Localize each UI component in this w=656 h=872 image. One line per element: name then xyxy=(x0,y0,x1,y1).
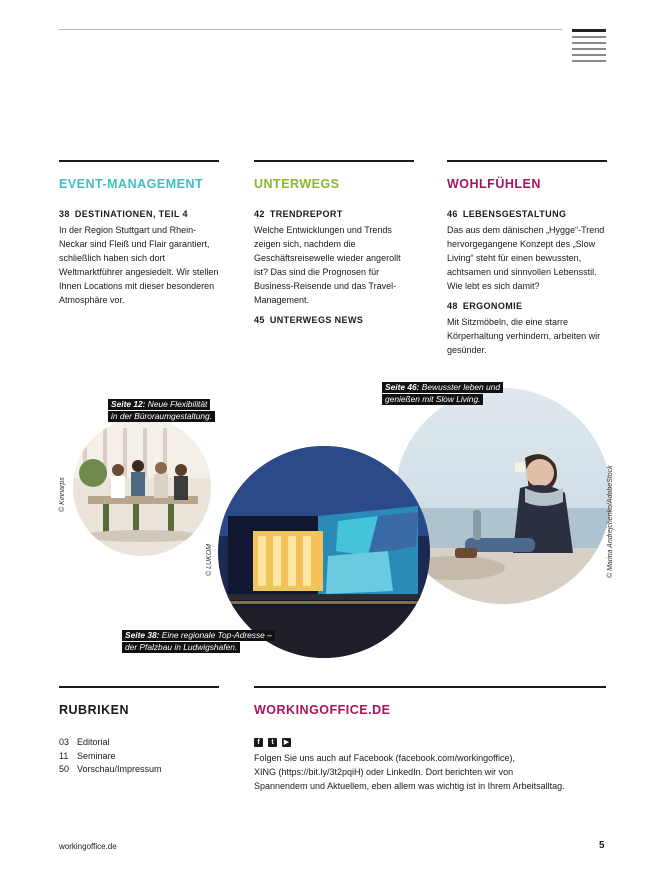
toc-page-number: 42 xyxy=(254,209,265,219)
photo-credit-lukom: © LUKOM xyxy=(206,544,213,576)
section-title-event: EVENT-MANAGEMENT xyxy=(59,177,204,191)
toc-entry[interactable] xyxy=(447,301,607,357)
toc-teaser: In der Region Stuttgart und Rhein-Neckar sind Fleiß und Flair garantiert, schließlich haben sich dort Weltmarktführer angesiedelt. Wir stellen Ihnen Locations mit dieser besonderen Atmosphäre vor. xyxy=(59,225,219,305)
rubriken-item[interactable]: 03 Editorial xyxy=(59,737,110,747)
website-title[interactable]: WORKINGOFFICE.DE xyxy=(254,703,391,717)
toc-page-number: 45 xyxy=(254,315,265,325)
toc-teaser: Mit Sitzmöbeln, die eine starre Körperhaltung verhindern, arbeiten wir gesünder. xyxy=(447,317,601,355)
section-title-wohlfuehlen: WOHLFÜHLEN xyxy=(447,177,541,191)
caption-seite-38-line2: der Pfalzbau in Ludwigshafen. xyxy=(122,642,240,653)
section-title-unterwegs: UNTERWEGS xyxy=(254,177,340,191)
rubriken-list xyxy=(59,736,162,777)
column-rule xyxy=(59,160,219,162)
rubriken-item[interactable]: 11 Seminare xyxy=(59,750,116,761)
toc-heading: DESTINATIONEN, TEIL 4 xyxy=(74,209,188,219)
toc-heading: LEBENSGESTALTUNG xyxy=(462,209,567,219)
twitter-icon[interactable]: t xyxy=(268,738,277,747)
toc-heading: ERGONOMIE xyxy=(462,301,523,311)
toc-heading: TRENDREPORT xyxy=(269,209,343,219)
website-rule xyxy=(254,686,606,688)
menu-icon[interactable] xyxy=(572,29,606,65)
office-meeting-photo[interactable] xyxy=(73,418,211,556)
toc-entry[interactable] xyxy=(59,209,219,307)
facebook-icon[interactable]: f xyxy=(254,738,263,747)
pfalzbau-building-photo[interactable] xyxy=(218,446,430,658)
header-rule xyxy=(59,29,562,30)
toc-page-number: 38 xyxy=(59,209,70,219)
toc-entry[interactable] xyxy=(254,209,414,307)
social-icons xyxy=(254,738,291,747)
toc-teaser: Welche Entwicklungen und Trends zeigen sich, nachdem die Geschäftsreisewelle wieder angerollt ist? Das sind die Prognosen für Business-Reisende und das Travel-Management. xyxy=(254,225,401,305)
social-follow-text: Folgen Sie uns auch auf Facebook (facebook.com/workingoffice), XING (https://bit.ly/3t2pqiH) oder LinkedIn. Dort berichten wir von Spannendem und Aktuellem, eben allem was wichtig ist in Ihrem Arbeitsalltag. xyxy=(254,753,565,791)
column-wohlfuehlen xyxy=(447,160,607,365)
rubriken-item[interactable]: 50 Vorschau/Impressum xyxy=(59,764,162,774)
caption-seite-46-line2: genießen mit Slow Living. xyxy=(382,394,483,405)
photo-credit-adobestock: © Marina Andrejchenko/AdobeStock xyxy=(607,465,614,578)
photo-credit-kinnarps: © Kinnarps xyxy=(59,477,66,512)
footer-url[interactable]: workingoffice.de xyxy=(59,842,117,851)
toc-entry[interactable] xyxy=(447,209,607,293)
rubriken-rule xyxy=(59,686,219,688)
page-number: 5 xyxy=(599,840,605,851)
toc-teaser: Das aus dem dänischen „Hygge“-Trend hervorgegangene Konzept des „Slow Living“ steht für einen bewussten, achtsamen und sinnvollen Lebensstil. Wie lebt es sich damit? xyxy=(447,225,605,291)
toc-page-number: 46 xyxy=(447,209,458,219)
youtube-icon[interactable]: ▶ xyxy=(283,739,290,746)
rubriken-title: RUBRIKEN xyxy=(59,703,129,717)
column-rule xyxy=(254,160,414,162)
column-rule xyxy=(447,160,607,162)
toc-heading: UNTERWEGS NEWS xyxy=(269,315,364,325)
caption-seite-46: Seite 46: Bewusster leben und xyxy=(382,382,503,393)
column-event-management xyxy=(59,160,219,315)
toc-page-number: 48 xyxy=(447,301,458,311)
column-unterwegs xyxy=(254,160,414,333)
toc-entry[interactable] xyxy=(254,315,414,325)
caption-seite-12-line2: in der Büroraumgestaltung. xyxy=(108,411,215,422)
caption-seite-38: Seite 38: Eine regionale Top-Adresse – xyxy=(122,630,275,641)
caption-seite-12: Seite 12: Neue Flexibilität xyxy=(108,399,210,410)
